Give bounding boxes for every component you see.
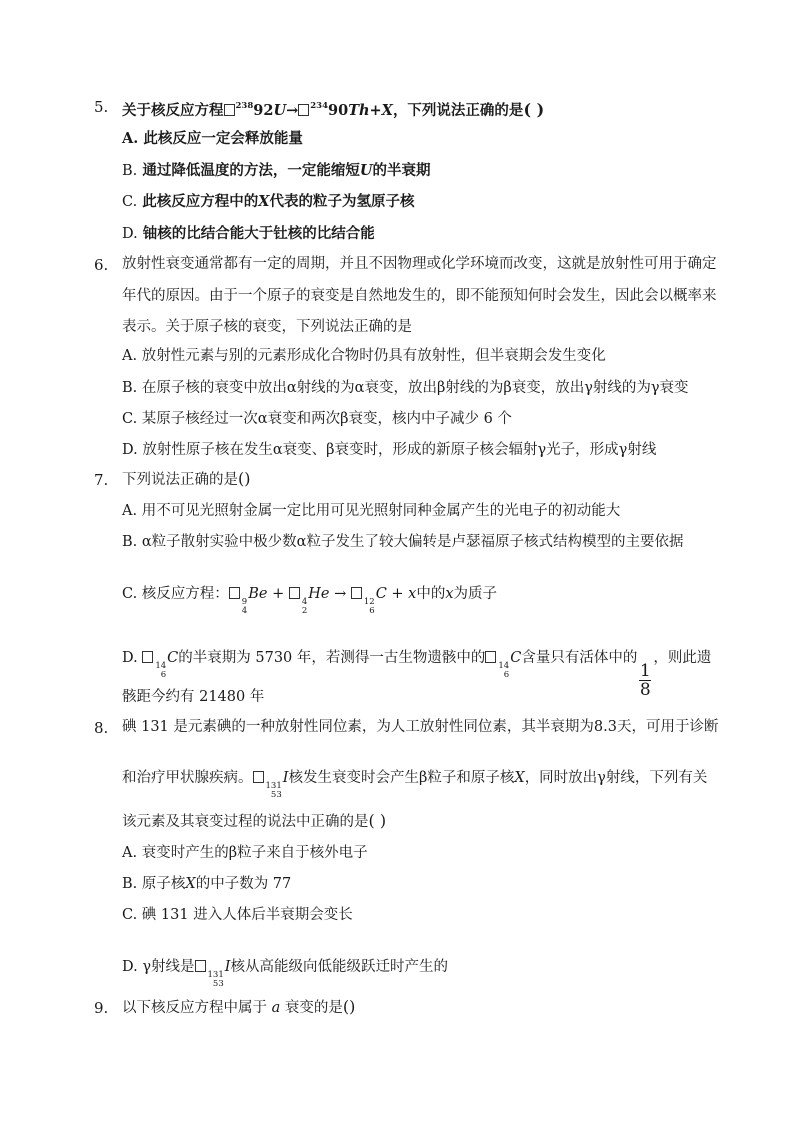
option-text: 在原子核的衰变中放出α射线的为α衰变，放出β射线的为β衰变，放出γ射线的为γ衰变 (141, 380, 689, 396)
mass-number: 238 (235, 101, 254, 111)
placeholder-box-icon (485, 651, 496, 663)
variable-x: x (445, 586, 454, 602)
q8-option-a[interactable] (122, 843, 368, 863)
question-9-stem (122, 997, 355, 1018)
option-label: C. (122, 194, 138, 210)
mass-number: 9 (241, 597, 248, 607)
question-6-stem-line: 放射性衰变通常都有一定的周期，并且不因物理或化学环境而改变，这就是放射性可用于确定 (122, 256, 717, 272)
option-label: C. (122, 411, 138, 427)
atomic-number: 6 (503, 670, 510, 680)
question-8-number: 8. (94, 719, 109, 737)
question-8-stem-line (122, 768, 707, 800)
element-symbol: Th (348, 102, 370, 119)
q5-option-c[interactable] (122, 192, 415, 212)
option-label: B. (122, 380, 138, 396)
question-7-stem (122, 469, 250, 490)
answer-paren: () (238, 469, 251, 488)
element-symbol: U (359, 162, 373, 179)
nuclide-numbers (302, 598, 307, 616)
mass-number: 4 (301, 597, 308, 607)
nuclide-numbers (242, 598, 247, 616)
fraction (639, 662, 651, 699)
option-text: 此核反应一定会释放能量 (143, 130, 303, 147)
stem-text: ，下列说法正确的是 (392, 102, 524, 119)
atomic-number: 90 (328, 102, 349, 119)
placeholder-box-icon (253, 771, 264, 783)
question-6-number: 6. (94, 256, 109, 274)
stem-text: 以下核反应方程中属于 (122, 1000, 267, 1016)
q6-option-a[interactable] (122, 346, 606, 366)
plus-sign: + (267, 586, 289, 602)
q7-option-d-continued: 骸距今约有 21480 年 (122, 689, 265, 705)
option-text: 放射性元素与别的元素形成化合物时仍具有放射性，但半衰期会发生变化 (141, 348, 606, 364)
atomic-number: 4 (241, 606, 248, 616)
option-label: D. (122, 442, 138, 458)
option-text: 用不可见光照射金属一定比用可见光照射同种金属产生的光电子的初动能大 (141, 503, 621, 519)
q8-option-c[interactable] (122, 905, 353, 925)
option-label: D. (122, 226, 138, 242)
nuclide-numbers (155, 662, 166, 680)
element-symbol: C (510, 650, 522, 666)
mass-number: 131 (265, 781, 282, 791)
option-text: 放射性原子核在发生α衰变、β衰变时，形成的新原子核会辐射γ光子，形成γ射线 (142, 442, 657, 458)
mass-number: 14 (498, 661, 510, 671)
nuclide-numbers (498, 662, 509, 680)
option-text: 的半衰期 (372, 162, 431, 179)
option-label: C. (122, 907, 138, 923)
element-symbol: C (167, 650, 179, 666)
stem-text: 和治疗甲状腺疾病。 (122, 770, 253, 786)
stem-text: 下列说法正确的是 (122, 472, 238, 488)
q7-option-a[interactable] (122, 501, 620, 521)
q5-option-b[interactable] (122, 161, 430, 181)
option-text: 为质子 (453, 586, 498, 602)
placeholder-box-icon (195, 960, 206, 972)
option-label: A. (122, 845, 138, 861)
question-6-stem-line: 年代的原因。由于一个原子的衰变是自然地发生的，即不能预知何时会发生，因此会以概率来 (122, 288, 717, 304)
option-text: 的半衰期为 5730 年，若测得一古生物遗骸中的 (178, 650, 486, 666)
option-text: 含量只有活体中的 (521, 650, 638, 666)
option-label: B. (122, 876, 138, 892)
option-text: 某原子核经过一次α衰变和两次β衰变，核内中子减少 6 个 (141, 411, 512, 427)
fraction-denominator: 8 (639, 680, 651, 700)
arrow-icon: → (286, 102, 299, 119)
atomic-number: 92 (253, 102, 274, 119)
nuclide-numbers (364, 598, 375, 616)
atomic-number: 53 (212, 979, 224, 989)
q8-option-b[interactable] (122, 874, 291, 894)
option-label: D. (122, 959, 138, 975)
nuclide-numbers (208, 971, 224, 989)
variable-a: a (271, 1000, 281, 1016)
placeholder-box-icon (229, 587, 240, 599)
atomic-number: 6 (369, 606, 375, 616)
q6-option-b[interactable] (122, 378, 689, 398)
option-text: 衰变时产生的β粒子来自于核外电子 (141, 845, 368, 861)
stem-text: ，同时放出γ射线，下列有关 (524, 770, 708, 786)
stem-text: 核发生衰变时会产生β粒子和原子核 (288, 770, 515, 786)
question-8-stem-line (122, 811, 386, 832)
option-text: 核反应方程： (141, 586, 229, 602)
placeholder-box-icon (298, 104, 309, 116)
option-text: α粒子散射实验中极少数α粒子发生了较大偏转是卢瑟福原子核式结构模型的主要依据 (141, 534, 684, 550)
answer-paren: () (342, 997, 356, 1016)
option-text: 中的 (416, 586, 446, 602)
stem-text: 关于核反应方程 (122, 102, 224, 119)
question-8-stem-line: 碘 131 是元素碘的一种放射性同位素，为人工放射性同位素，其半衰期为8.3天，可用于诊断 (122, 719, 719, 735)
question-7-number: 7. (94, 471, 109, 489)
placeholder-box-icon (142, 651, 153, 663)
option-text: 碘 131 进入人体后半衰期会变长 (141, 907, 353, 923)
question-5-number: 5. (94, 98, 109, 116)
q8-option-d[interactable] (122, 957, 448, 989)
option-text: 核从高能级向低能级跃迁时产生的 (230, 959, 448, 975)
q7-option-b[interactable] (122, 532, 683, 552)
atomic-number: 6 (160, 670, 167, 680)
fraction-numerator: 1 (639, 661, 651, 681)
answer-paren: ( ) (368, 811, 387, 830)
option-label: A. (122, 348, 138, 364)
option-text: 原子核 (141, 876, 186, 892)
element-symbol: X (514, 770, 525, 786)
atomic-number: 53 (270, 790, 282, 800)
q5-option-d[interactable] (122, 224, 375, 244)
element-symbol: Be (248, 586, 268, 602)
q7-option-c[interactable] (122, 584, 497, 616)
option-text: 铀核的比结合能大于钍核的比结合能 (142, 225, 375, 242)
mass-number: 12 (363, 597, 375, 607)
element-symbol: I (282, 770, 289, 786)
option-label: A. (122, 130, 139, 147)
mass-number: 234 (310, 101, 328, 111)
question-5-stem (122, 96, 544, 121)
q6-option-c[interactable] (122, 409, 512, 429)
option-text: 的中子数为 77 (195, 876, 292, 892)
atomic-number: 2 (301, 606, 308, 616)
option-label: B. (122, 163, 138, 179)
q5-option-a[interactable] (122, 129, 303, 149)
option-label: D. (122, 650, 138, 666)
option-label: B. (122, 534, 138, 550)
mass-number: 14 (155, 661, 167, 671)
element-symbol: I (224, 959, 231, 975)
question-6-stem-line: 表示。关于原子核的衰变，下列说法正确的是 (122, 319, 412, 335)
option-text: 此核反应方程中的 (142, 193, 259, 210)
option-text: ，则此遗 (653, 650, 712, 666)
question-9-number: 9. (94, 999, 109, 1017)
element-symbol: C (375, 586, 387, 602)
option-label: A. (122, 503, 138, 519)
placeholder-box-icon (289, 587, 300, 599)
product-x: +X (369, 102, 393, 119)
product-x: + x (386, 586, 417, 602)
placeholder-box-icon (224, 104, 235, 116)
answer-paren: ( ) (523, 100, 545, 119)
option-text: γ射线是 (142, 959, 195, 975)
q6-option-d[interactable] (122, 440, 656, 460)
placeholder-box-icon (351, 587, 362, 599)
nuclide-numbers (266, 782, 282, 800)
element-symbol: He (308, 586, 330, 602)
option-label: C. (122, 586, 138, 602)
stem-text: 衰变的是 (284, 1000, 343, 1016)
element-symbol: U (273, 102, 287, 119)
element-symbol: X (185, 876, 196, 892)
option-text: 通过降低温度的方法，一定能缩短 (142, 162, 360, 179)
mass-number: 131 (207, 970, 224, 980)
arrow-icon: → (329, 586, 351, 602)
element-symbol: X (258, 193, 270, 210)
option-text: 代表的粒子为氢原子核 (269, 193, 415, 210)
stem-text: 该元素及其衰变过程的说法中正确的是 (122, 814, 369, 830)
